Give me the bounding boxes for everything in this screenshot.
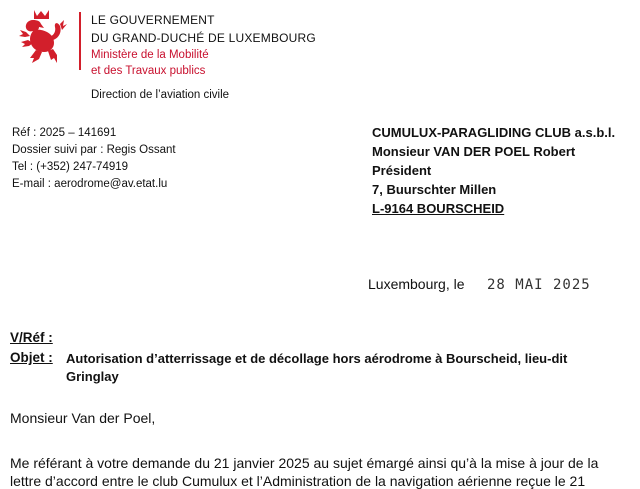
objet-text: Autorisation d’atterrissage et de décollage hors aérodrome à Bourscheid, lieu-dit Gringlay <box>66 351 568 384</box>
salutation: Monsieur Van der Poel, <box>10 410 156 426</box>
telephone: Tel : (+352) 247-74919 <box>12 161 129 173</box>
reference-number: Réf : 2025 – 141691 <box>12 127 117 139</box>
ministry-line-2: et des Travaux publics <box>91 65 206 77</box>
email-address: E-mail : aerodrome@av.etat.lu <box>12 178 168 190</box>
direction-name: Direction de l’aviation civile <box>91 89 230 101</box>
letterhead-divider <box>79 12 81 70</box>
vref-label: V/Réf : <box>10 330 53 345</box>
date-label: Luxembourg, le <box>368 276 465 292</box>
date-stamp: 28 MAI 2025 <box>487 277 591 293</box>
paragraph-line-2: lettre d’accord entre le club Cumulux et l’Administration de la navigation aérienne reçue le 21 <box>10 473 586 489</box>
red-lion-icon <box>14 6 86 70</box>
followed-by: Dossier suivi par : Regis Ossant <box>12 144 176 156</box>
paragraph-line-1: Me référant à votre demande du 21 janvier 2025 au sujet émargé ainsi qu’à la mise à jour de la <box>10 455 599 471</box>
government-line-2: DU GRAND-DUCHÉ DE LUXEMBOURG <box>91 31 316 45</box>
recipient-postcode-city: L-9164 BOURSCHEID <box>372 201 505 216</box>
recipient-street: 7, Buurschter Millen <box>372 182 497 197</box>
objet-label: Objet : <box>10 350 53 365</box>
recipient-organization: CUMULUX-PARAGLIDING CLUB a.s.b.l. <box>372 125 616 140</box>
recipient-name: Monsieur VAN DER POEL Robert <box>372 144 576 159</box>
recipient-title: Président <box>372 163 432 178</box>
ministry-line-1: Ministère de la Mobilité <box>91 49 209 61</box>
government-line-1: LE GOUVERNEMENT <box>91 13 215 27</box>
